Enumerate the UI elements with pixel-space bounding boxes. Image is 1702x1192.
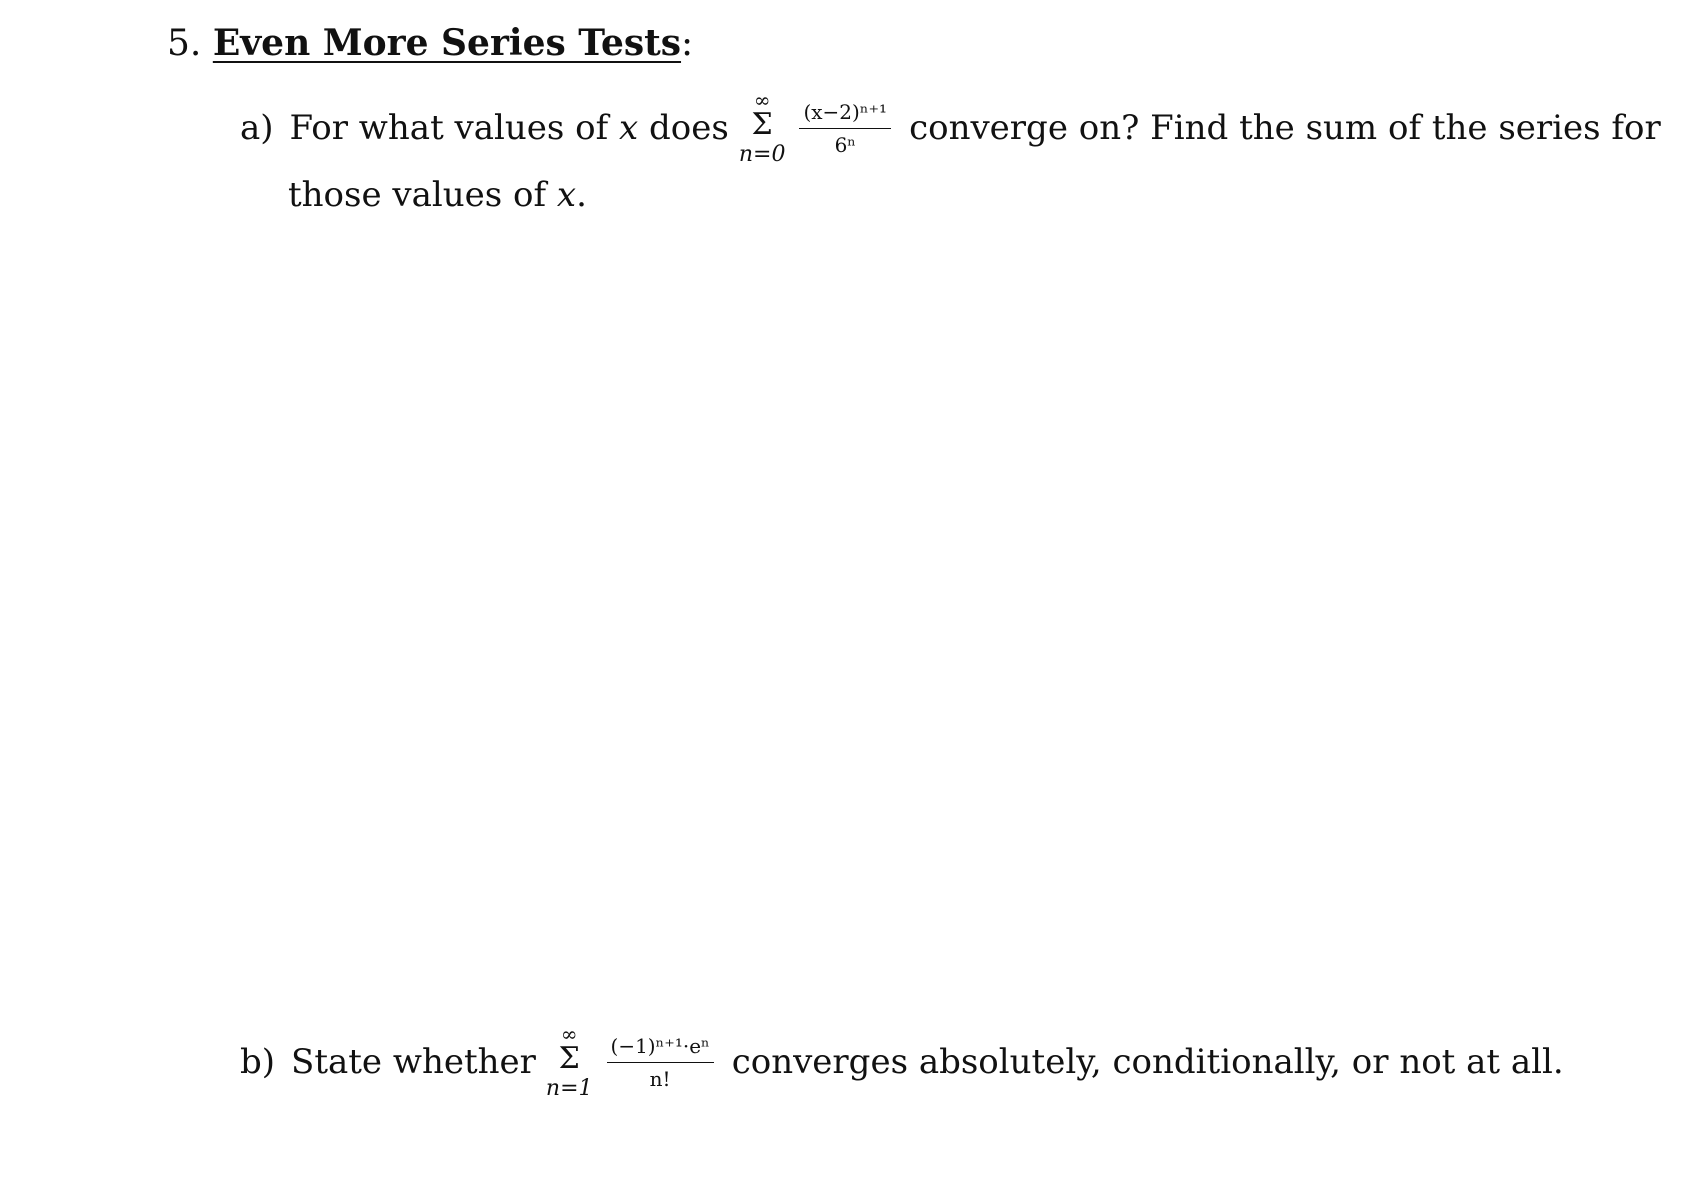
part-a-text-does: does <box>649 108 729 148</box>
part-b-label: b) <box>240 1042 276 1082</box>
part-a-text-before: For what values of <box>289 108 609 148</box>
part-b-text-after: converges absolutely, conditionally, or not at all. <box>731 1042 1564 1082</box>
part-a-sum-lower: n=0 <box>738 142 786 167</box>
part-a-label: a) <box>240 108 274 148</box>
part-a-fraction <box>799 100 891 157</box>
problem-title: Even More Series Tests <box>212 22 682 64</box>
problem-number: 5. <box>167 23 202 64</box>
part-a-sigma-symbol: Σ <box>751 107 773 142</box>
part-a-numerator: (x−2)ⁿ⁺¹ <box>799 100 891 129</box>
part-b-text-before: State whether <box>291 1042 536 1082</box>
title-colon: : <box>681 23 694 64</box>
part-a-denominator: 6ⁿ <box>834 132 856 157</box>
part-b-numerator: (−1)ⁿ⁺¹·eⁿ <box>607 1034 714 1063</box>
part-b-fraction <box>607 1034 714 1091</box>
part-b-sum-upper: ∞ <box>560 1022 578 1046</box>
part-a-cont-text: those values of <box>288 175 547 215</box>
part-a-text-after: converge on? Find the sum of the series for <box>909 108 1661 148</box>
part-a-cont-end: . <box>576 175 587 215</box>
part-b-line <box>240 1024 1564 1100</box>
part-a-continuation <box>288 175 587 215</box>
part-a-summation <box>739 90 786 166</box>
part-b-denominator: n! <box>649 1066 671 1091</box>
part-a-cont-variable: x <box>556 175 577 215</box>
part-a-line <box>240 90 1661 166</box>
part-a-sum-upper: ∞ <box>753 88 771 112</box>
part-b-sum-lower: n=1 <box>545 1076 593 1101</box>
problem-heading <box>167 22 693 64</box>
part-b-sigma-symbol: Σ <box>558 1041 580 1076</box>
part-a-variable: x <box>619 108 639 148</box>
part-b-summation <box>546 1024 593 1100</box>
